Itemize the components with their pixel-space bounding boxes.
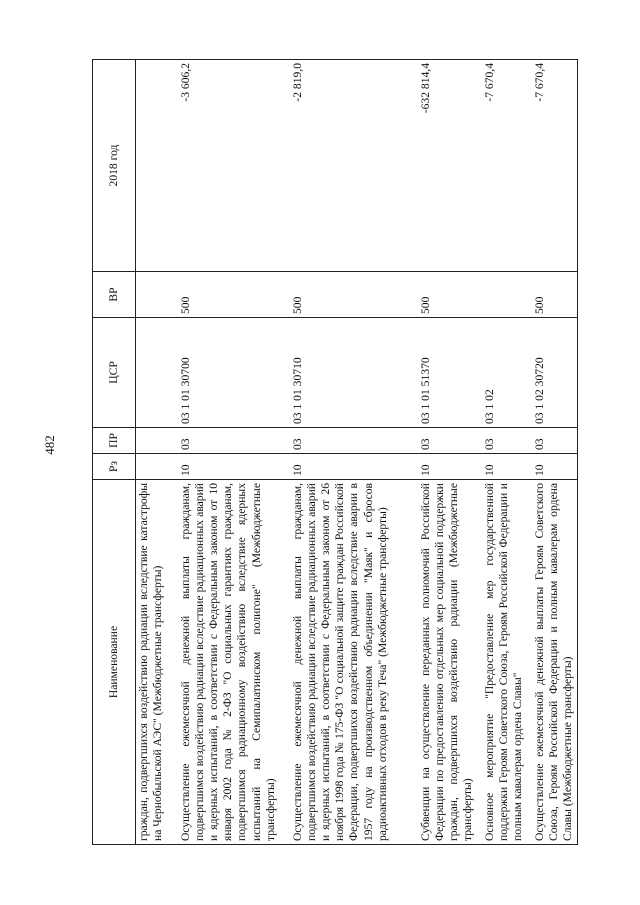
row-name: граждан, подвергшихся воздействию радиации вследствие катастрофы на Чернобыльской АЭС" (Межбюджетные трансферты) — [136, 480, 178, 845]
table-row — [178, 60, 290, 845]
row-csr: 03 1 02 — [482, 318, 532, 428]
row-name: Основное мероприятие "Предоставление мер государственной поддержки Героям Советского Союза, Героям Российской Федерации и полным кавалерам ордена Славы" — [482, 480, 532, 845]
row-csr: 03 1 02 30720 — [532, 318, 578, 428]
row-pr: 03 — [482, 428, 532, 454]
row-vr: 500 — [178, 272, 290, 318]
row-csr — [136, 318, 178, 428]
header-pr: ПР — [93, 428, 136, 454]
row-vr — [136, 272, 178, 318]
row-pr — [136, 428, 178, 454]
row-rz: 10 — [482, 454, 532, 480]
row-pr: 03 — [178, 428, 290, 454]
row-pr: 03 — [532, 428, 578, 454]
table-row — [532, 60, 578, 845]
table-row — [482, 60, 532, 845]
header-csr: ЦСР — [93, 318, 136, 428]
row-name: Осуществление ежемесячной денежной выплаты Героям Советского Союза, Героям Российской Федерации и полным кавалерам ордена Славы (Межбюджетные трансферты) — [532, 480, 578, 845]
row-rz: 10 — [178, 454, 290, 480]
rotated-page-content — [92, 60, 574, 845]
row-vr: 500 — [532, 272, 578, 318]
row-name: Осуществление ежемесячной денежной выплаты гражданам, подвергшимся воздействию радиации вследствие радиационных аварий и ядерных испытаний, в соответствии с Федеральным законом от 10 января 2002 года № 2-ФЗ "О социальных гарантиях гражданам, подвергшимся радиационному воздействию вследствие ядерных испытаний на Семипалатинском полигоне" (Межбюджетные трансферты) — [178, 480, 290, 845]
budget-table — [92, 59, 578, 845]
row-vr: 500 — [290, 272, 418, 318]
row-rz — [136, 454, 178, 480]
row-rz: 10 — [418, 454, 482, 480]
row-rz: 10 — [290, 454, 418, 480]
row-vr — [482, 272, 532, 318]
row-name: Осуществление ежемесячной денежной выплаты гражданам, подвергшимся воздействию радиации вследствие радиационных аварий и ядерных испытаний, в соответствии с Федеральным законом от 26 ноября 1998 года № 175-ФЗ "О социальной защите граждан Российской Федерации, подвергшихся воздействию радиации вследствие аварии в 1957 году на производственном объединении "Маяк" и сбросов радиоактивных отходов в реку Теча" (Межбюджетные трансферты) — [290, 480, 418, 845]
page-number: 482 — [42, 435, 57, 455]
row-sum: -7 670,4 — [482, 60, 532, 272]
row-pr: 03 — [418, 428, 482, 454]
row-rz: 10 — [532, 454, 578, 480]
row-sum: -3 606,2 — [178, 60, 290, 272]
row-sum: -632 814,4 — [418, 60, 482, 272]
table-header-row — [93, 60, 136, 845]
row-vr: 500 — [418, 272, 482, 318]
row-sum: -2 819,0 — [290, 60, 418, 272]
table-row — [290, 60, 418, 845]
header-year: 2018 год — [93, 60, 136, 272]
header-name: Наименование — [93, 480, 136, 845]
row-pr: 03 — [290, 428, 418, 454]
header-vr: ВР — [93, 272, 136, 318]
table-row — [418, 60, 482, 845]
row-csr: 03 1 01 30710 — [290, 318, 418, 428]
table-row — [136, 60, 178, 845]
row-sum: -7 670,4 — [532, 60, 578, 272]
header-rz: Рз — [93, 454, 136, 480]
row-csr: 03 1 01 30700 — [178, 318, 290, 428]
row-sum — [136, 60, 178, 272]
row-name: Субвенции на осуществление переданных полномочий Российской Федерации по предоставлению отдельных мер социальной поддержки граждан, подвергшихся воздействию радиации (Межбюджетные трансферты) — [418, 480, 482, 845]
row-csr: 03 1 01 51370 — [418, 318, 482, 428]
